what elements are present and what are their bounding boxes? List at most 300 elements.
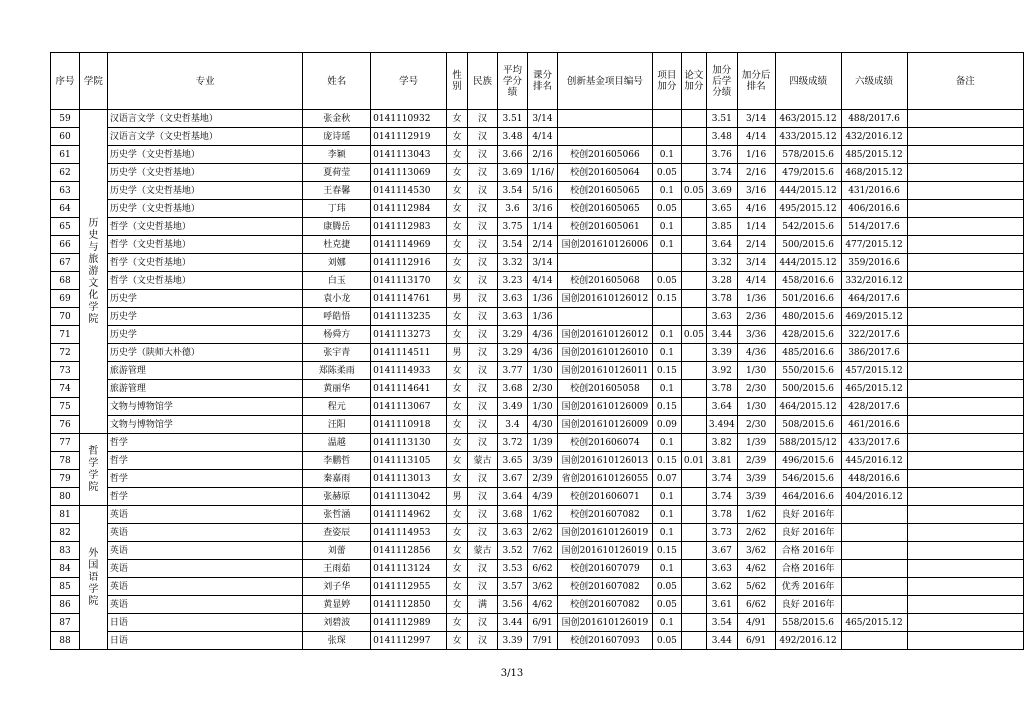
- cell-remarks: [907, 434, 1023, 452]
- cell-name: 王雨茹: [303, 560, 371, 578]
- cell-remarks: [907, 542, 1023, 560]
- cell-final-gpa: 3.44: [706, 632, 737, 650]
- cell-student-id: 0141113043: [371, 146, 447, 164]
- header-remarks: 备注: [907, 53, 1023, 110]
- table-row: [51, 164, 1024, 182]
- cell-cet4: 500/2015.6: [775, 236, 841, 254]
- cell-cet6: [841, 506, 907, 524]
- cell-final-rank: 2/14: [737, 236, 775, 254]
- cell-project-bonus: [652, 128, 681, 146]
- cell-cet6: 332/2016.12: [841, 272, 907, 290]
- cell-remarks: [907, 128, 1023, 146]
- header-gpa: 平均学分绩: [497, 53, 527, 110]
- cell-major: 历史学（陕师大朴德）: [107, 344, 302, 362]
- cell-final-rank: 4/91: [737, 614, 775, 632]
- cell-ethnicity: 汉: [468, 398, 498, 416]
- cell-gpa: 3.39: [497, 632, 527, 650]
- cell-name: 康腾岳: [303, 218, 371, 236]
- cell-gender: 女: [447, 254, 468, 272]
- cell-college: 历史与旅游文化学院: [79, 110, 107, 434]
- cell-student-id: 0141114953: [371, 524, 447, 542]
- cell-project-id: 国创201610126010: [557, 344, 652, 362]
- cell-ethnicity: 汉: [468, 632, 498, 650]
- cell-rank: 4/14: [527, 128, 557, 146]
- cell-remarks: [907, 110, 1023, 128]
- cell-name: 袁小龙: [303, 290, 371, 308]
- cell-seq: 79: [51, 470, 80, 488]
- cell-student-id: 0141114933: [371, 362, 447, 380]
- cell-paper-bonus: [681, 164, 706, 182]
- cell-final-gpa: 3.32: [706, 254, 737, 272]
- cell-gender: 女: [447, 596, 468, 614]
- cell-gender: 女: [447, 200, 468, 218]
- cell-name: 夏荷莹: [303, 164, 371, 182]
- cell-paper-bonus: 0.05: [681, 326, 706, 344]
- cell-rank: 6/62: [527, 560, 557, 578]
- cell-rank: 4/39: [527, 488, 557, 506]
- table-row: [51, 146, 1024, 164]
- cell-cet6: 469/2015.12: [841, 308, 907, 326]
- cell-gpa: 3.68: [497, 506, 527, 524]
- cell-final-gpa: 3.85: [706, 218, 737, 236]
- cell-student-id: 0141113273: [371, 326, 447, 344]
- cell-student-id: 0141112916: [371, 254, 447, 272]
- table-row: [51, 632, 1024, 650]
- cell-ethnicity: 汉: [468, 416, 498, 434]
- cell-rank: 3/14: [527, 254, 557, 272]
- cell-project-bonus: 0.05: [652, 596, 681, 614]
- cell-gender: 女: [447, 182, 468, 200]
- cell-student-id: 0141114530: [371, 182, 447, 200]
- table-row: [51, 398, 1024, 416]
- cell-major: 英语: [107, 506, 302, 524]
- cell-cet4: 495/2015.12: [775, 200, 841, 218]
- cell-cet6: 445/2016.12: [841, 452, 907, 470]
- cell-project-id: 国创201610126012: [557, 290, 652, 308]
- cell-ethnicity: 汉: [468, 434, 498, 452]
- cell-rank: 1/36: [527, 290, 557, 308]
- cell-seq: 69: [51, 290, 80, 308]
- cell-cet6: 406/2016.6: [841, 200, 907, 218]
- cell-paper-bonus: [681, 614, 706, 632]
- cell-major: 英语: [107, 524, 302, 542]
- cell-final-gpa: 3.82: [706, 434, 737, 452]
- cell-seq: 78: [51, 452, 80, 470]
- cell-paper-bonus: [681, 416, 706, 434]
- cell-final-rank: 2/62: [737, 524, 775, 542]
- cell-cet6: 431/2016.6: [841, 182, 907, 200]
- cell-cet6: 432/2016.12: [841, 128, 907, 146]
- cell-rank: 1/30: [527, 398, 557, 416]
- cell-gpa: 3.48: [497, 128, 527, 146]
- cell-rank: 2/16: [527, 146, 557, 164]
- cell-paper-bonus: [681, 398, 706, 416]
- cell-final-gpa: 3.63: [706, 560, 737, 578]
- cell-gpa: 3.44: [497, 614, 527, 632]
- cell-cet6: 488/2017.6: [841, 110, 907, 128]
- cell-rank: 4/36: [527, 326, 557, 344]
- cell-major: 英语: [107, 560, 302, 578]
- cell-ethnicity: 汉: [468, 290, 498, 308]
- cell-ethnicity: 汉: [468, 128, 498, 146]
- cell-project-bonus: 0.1: [652, 182, 681, 200]
- cell-gpa: 3.69: [497, 164, 527, 182]
- cell-remarks: [907, 290, 1023, 308]
- cell-major: 哲学（文史哲基地）: [107, 272, 302, 290]
- cell-cet4: 542/2015.6: [775, 218, 841, 236]
- cell-seq: 72: [51, 344, 80, 362]
- cell-ethnicity: 汉: [468, 200, 498, 218]
- cell-student-id: 0141113067: [371, 398, 447, 416]
- table-row: [51, 290, 1024, 308]
- cell-final-rank: 1/36: [737, 290, 775, 308]
- cell-rank: 2/30: [527, 380, 557, 398]
- cell-name: 温越: [303, 434, 371, 452]
- cell-gpa: 3.68: [497, 380, 527, 398]
- cell-name: 黄丽华: [303, 380, 371, 398]
- cell-student-id: 0141114511: [371, 344, 447, 362]
- cell-cet4: 良好 2016年: [775, 524, 841, 542]
- header-name: 姓名: [303, 53, 371, 110]
- cell-seq: 63: [51, 182, 80, 200]
- cell-remarks: [907, 524, 1023, 542]
- cell-project-id: 校创201605068: [557, 272, 652, 290]
- cell-cet6: 457/2015.12: [841, 362, 907, 380]
- cell-paper-bonus: [681, 362, 706, 380]
- cell-final-gpa: 3.48: [706, 128, 737, 146]
- cell-seq: 64: [51, 200, 80, 218]
- cell-major: 历史学: [107, 290, 302, 308]
- header-gender: 性别: [447, 53, 468, 110]
- cell-final-gpa: 3.64: [706, 236, 737, 254]
- cell-paper-bonus: 0.01: [681, 452, 706, 470]
- cell-cet6: 465/2015.12: [841, 380, 907, 398]
- cell-major: 哲学（文史哲基地）: [107, 218, 302, 236]
- cell-project-bonus: 0.1: [652, 146, 681, 164]
- cell-project-bonus: 0.15: [652, 290, 681, 308]
- cell-final-rank: 1/30: [737, 398, 775, 416]
- cell-project-bonus: 0.05: [652, 578, 681, 596]
- cell-remarks: [907, 380, 1023, 398]
- cell-seq: 77: [51, 434, 80, 452]
- cell-project-bonus: [652, 110, 681, 128]
- header-seq: 序号: [51, 53, 80, 110]
- cell-rank: 3/16: [527, 200, 557, 218]
- cell-gender: 女: [447, 362, 468, 380]
- cell-rank: 4/36: [527, 344, 557, 362]
- cell-ethnicity: 汉: [468, 146, 498, 164]
- cell-rank: 2/62: [527, 524, 557, 542]
- cell-seq: 84: [51, 560, 80, 578]
- cell-final-gpa: 3.67: [706, 542, 737, 560]
- cell-remarks: [907, 146, 1023, 164]
- cell-project-id: 校创201607082: [557, 596, 652, 614]
- cell-final-rank: 4/36: [737, 344, 775, 362]
- cell-major: 历史学（文史哲基地）: [107, 200, 302, 218]
- cell-final-gpa: 3.78: [706, 506, 737, 524]
- cell-gender: 女: [447, 128, 468, 146]
- cell-remarks: [907, 416, 1023, 434]
- cell-cet4: 444/2015.12: [775, 254, 841, 272]
- cell-major: 哲学: [107, 488, 302, 506]
- cell-ethnicity: 汉: [468, 578, 498, 596]
- cell-cet4: 546/2015.6: [775, 470, 841, 488]
- cell-student-id: 0141114969: [371, 236, 447, 254]
- cell-paper-bonus: [681, 524, 706, 542]
- cell-seq: 85: [51, 578, 80, 596]
- cell-final-gpa: 3.74: [706, 164, 737, 182]
- cell-cet6: 464/2017.6: [841, 290, 907, 308]
- table-row: [51, 236, 1024, 254]
- cell-student-id: 0141112983: [371, 218, 447, 236]
- cell-cet4: 492/2016.12: [775, 632, 841, 650]
- cell-final-gpa: 3.51: [706, 110, 737, 128]
- cell-major: 英语: [107, 596, 302, 614]
- cell-seq: 88: [51, 632, 80, 650]
- page-number: 3/13: [500, 668, 524, 679]
- cell-final-gpa: 3.65: [706, 200, 737, 218]
- cell-gender: 男: [447, 290, 468, 308]
- cell-ethnicity: 蒙古: [468, 542, 498, 560]
- cell-ethnicity: 汉: [468, 488, 498, 506]
- cell-major: 哲学: [107, 434, 302, 452]
- cell-seq: 60: [51, 128, 80, 146]
- cell-name: 李鹏哲: [303, 452, 371, 470]
- cell-name: 郑陈柔雨: [303, 362, 371, 380]
- cell-remarks: [907, 632, 1023, 650]
- cell-student-id: 0141114962: [371, 506, 447, 524]
- cell-ethnicity: 汉: [468, 344, 498, 362]
- cell-gpa: 3.54: [497, 182, 527, 200]
- cell-cet4: 578/2015.6: [775, 146, 841, 164]
- cell-rank: 7/62: [527, 542, 557, 560]
- cell-cet6: [841, 524, 907, 542]
- cell-seq: 80: [51, 488, 80, 506]
- cell-gender: 女: [447, 272, 468, 290]
- cell-seq: 62: [51, 164, 80, 182]
- cell-cet4: 500/2015.6: [775, 380, 841, 398]
- cell-gender: 女: [447, 470, 468, 488]
- header-cet4: 四级成绩: [775, 53, 841, 110]
- cell-rank: 6/91: [527, 614, 557, 632]
- cell-major: 旅游管理: [107, 380, 302, 398]
- cell-project-bonus: 0.1: [652, 560, 681, 578]
- cell-seq: 70: [51, 308, 80, 326]
- cell-project-bonus: 0.1: [652, 506, 681, 524]
- cell-gender: 男: [447, 488, 468, 506]
- cell-cet4: 良好 2016年: [775, 506, 841, 524]
- cell-final-gpa: 3.64: [706, 398, 737, 416]
- cell-cet4: 444/2015.12: [775, 182, 841, 200]
- cell-ethnicity: 汉: [468, 470, 498, 488]
- cell-project-bonus: 0.1: [652, 218, 681, 236]
- header-project-bonus: 项目加分: [652, 53, 681, 110]
- cell-major: 日语: [107, 632, 302, 650]
- cell-cet4: 433/2015.12: [775, 128, 841, 146]
- cell-project-bonus: 0.15: [652, 542, 681, 560]
- cell-name: 黄显婷: [303, 596, 371, 614]
- cell-final-rank: 3/16: [737, 182, 775, 200]
- cell-final-gpa: 3.39: [706, 344, 737, 362]
- cell-student-id: 0141112856: [371, 542, 447, 560]
- cell-rank: 4/14: [527, 272, 557, 290]
- cell-final-gpa: 3.63: [706, 308, 737, 326]
- cell-name: 秦嘉雨: [303, 470, 371, 488]
- cell-gender: 女: [447, 398, 468, 416]
- cell-ethnicity: 汉: [468, 236, 498, 254]
- cell-final-rank: 3/39: [737, 488, 775, 506]
- table-row: [51, 218, 1024, 236]
- cell-major: 旅游管理: [107, 362, 302, 380]
- cell-project-id: 校创201605058: [557, 380, 652, 398]
- cell-ethnicity: 满: [468, 596, 498, 614]
- cell-gpa: 3.75: [497, 218, 527, 236]
- cell-final-rank: 2/36: [737, 308, 775, 326]
- cell-final-gpa: 3.78: [706, 380, 737, 398]
- cell-remarks: [907, 452, 1023, 470]
- cell-student-id: 0141112850: [371, 596, 447, 614]
- cell-gpa: 3.63: [497, 308, 527, 326]
- cell-gender: 女: [447, 632, 468, 650]
- cell-project-bonus: 0.1: [652, 614, 681, 632]
- cell-cet4: 463/2015.12: [775, 110, 841, 128]
- table-row: [51, 200, 1024, 218]
- cell-gpa: 3.63: [497, 524, 527, 542]
- cell-paper-bonus: [681, 632, 706, 650]
- cell-rank: 5/16: [527, 182, 557, 200]
- cell-name: 张赫原: [303, 488, 371, 506]
- cell-remarks: [907, 254, 1023, 272]
- cell-gpa: 3.23: [497, 272, 527, 290]
- cell-gpa: 3.63: [497, 290, 527, 308]
- cell-project-id: 校创201605061: [557, 218, 652, 236]
- cell-remarks: [907, 470, 1023, 488]
- cell-project-id: 国创201610126009: [557, 398, 652, 416]
- cell-final-rank: 6/91: [737, 632, 775, 650]
- cell-cet6: 322/2017.6: [841, 326, 907, 344]
- cell-college: 外国语学院: [79, 506, 107, 650]
- cell-rank: 3/39: [527, 452, 557, 470]
- cell-paper-bonus: [681, 128, 706, 146]
- cell-student-id: 0141113124: [371, 560, 447, 578]
- cell-final-gpa: 3.74: [706, 488, 737, 506]
- cell-project-bonus: 0.05: [652, 632, 681, 650]
- cell-cet6: 514/2017.6: [841, 218, 907, 236]
- cell-remarks: [907, 200, 1023, 218]
- table-row: [51, 542, 1024, 560]
- cell-cet4: 485/2016.6: [775, 344, 841, 362]
- cell-seq: 87: [51, 614, 80, 632]
- cell-gender: 男: [447, 344, 468, 362]
- cell-final-gpa: 3.61: [706, 596, 737, 614]
- table-row: [51, 110, 1024, 128]
- cell-name: 汪阳: [303, 416, 371, 434]
- cell-final-gpa: 3.92: [706, 362, 737, 380]
- cell-major: 历史学: [107, 326, 302, 344]
- cell-project-bonus: 0.1: [652, 380, 681, 398]
- cell-cet4: 558/2015.6: [775, 614, 841, 632]
- cell-project-id: [557, 308, 652, 326]
- cell-paper-bonus: [681, 542, 706, 560]
- cell-project-id: [557, 254, 652, 272]
- cell-project-id: 校创201605065: [557, 200, 652, 218]
- cell-project-bonus: 0.1: [652, 326, 681, 344]
- table-row: [51, 524, 1024, 542]
- cell-project-bonus: 0.1: [652, 434, 681, 452]
- cell-cet4: 464/2015.12: [775, 398, 841, 416]
- cell-cet6: [841, 560, 907, 578]
- cell-gender: 女: [447, 308, 468, 326]
- cell-gpa: 3.65: [497, 452, 527, 470]
- cell-remarks: [907, 362, 1023, 380]
- table-row: [51, 470, 1024, 488]
- cell-final-rank: 3/14: [737, 254, 775, 272]
- cell-major: 历史学（文史哲基地）: [107, 146, 302, 164]
- cell-final-rank: 1/30: [737, 362, 775, 380]
- cell-gpa: 3.54: [497, 236, 527, 254]
- cell-seq: 82: [51, 524, 80, 542]
- cell-ethnicity: 汉: [468, 560, 498, 578]
- cell-ethnicity: 汉: [468, 110, 498, 128]
- cell-paper-bonus: [681, 200, 706, 218]
- cell-final-gpa: 3.62: [706, 578, 737, 596]
- cell-cet6: [841, 542, 907, 560]
- cell-rank: 2/14: [527, 236, 557, 254]
- cell-paper-bonus: [681, 470, 706, 488]
- cell-cet4: 479/2015.6: [775, 164, 841, 182]
- cell-student-id: 0141113130: [371, 434, 447, 452]
- cell-gpa: 3.29: [497, 326, 527, 344]
- table-row: [51, 326, 1024, 344]
- cell-cet6: 448/2016.6: [841, 470, 907, 488]
- cell-final-gpa: 3.44: [706, 326, 737, 344]
- cell-project-bonus: [652, 308, 681, 326]
- header-final-gpa: 加分后学分绩: [706, 53, 737, 110]
- cell-gpa: 3.51: [497, 110, 527, 128]
- cell-cet6: 428/2017.6: [841, 398, 907, 416]
- cell-seq: 68: [51, 272, 80, 290]
- cell-rank: 3/14: [527, 110, 557, 128]
- cell-gender: 女: [447, 614, 468, 632]
- table-row: [51, 128, 1024, 146]
- cell-paper-bonus: [681, 308, 706, 326]
- cell-seq: 61: [51, 146, 80, 164]
- cell-name: 呼皓悟: [303, 308, 371, 326]
- cell-ethnicity: 汉: [468, 614, 498, 632]
- cell-cet4: 优秀 2016年: [775, 578, 841, 596]
- cell-name: 张琛: [303, 632, 371, 650]
- student-score-table: [50, 52, 1024, 650]
- cell-project-id: 国创201610126006: [557, 236, 652, 254]
- cell-paper-bonus: [681, 596, 706, 614]
- cell-paper-bonus: 0.05: [681, 182, 706, 200]
- cell-student-id: 0141113069: [371, 164, 447, 182]
- cell-project-id: 校创201605064: [557, 164, 652, 182]
- cell-remarks: [907, 164, 1023, 182]
- cell-gender: 女: [447, 218, 468, 236]
- cell-rank: 2/39: [527, 470, 557, 488]
- cell-ethnicity: 汉: [468, 218, 498, 236]
- cell-remarks: [907, 578, 1023, 596]
- cell-remarks: [907, 308, 1023, 326]
- cell-major: 哲学（文史哲基地）: [107, 254, 302, 272]
- table-row: [51, 380, 1024, 398]
- table-body: [51, 110, 1024, 650]
- cell-project-id: [557, 128, 652, 146]
- cell-college: 哲学学院: [79, 434, 107, 506]
- cell-final-rank: 4/62: [737, 560, 775, 578]
- cell-final-gpa: 3.78: [706, 290, 737, 308]
